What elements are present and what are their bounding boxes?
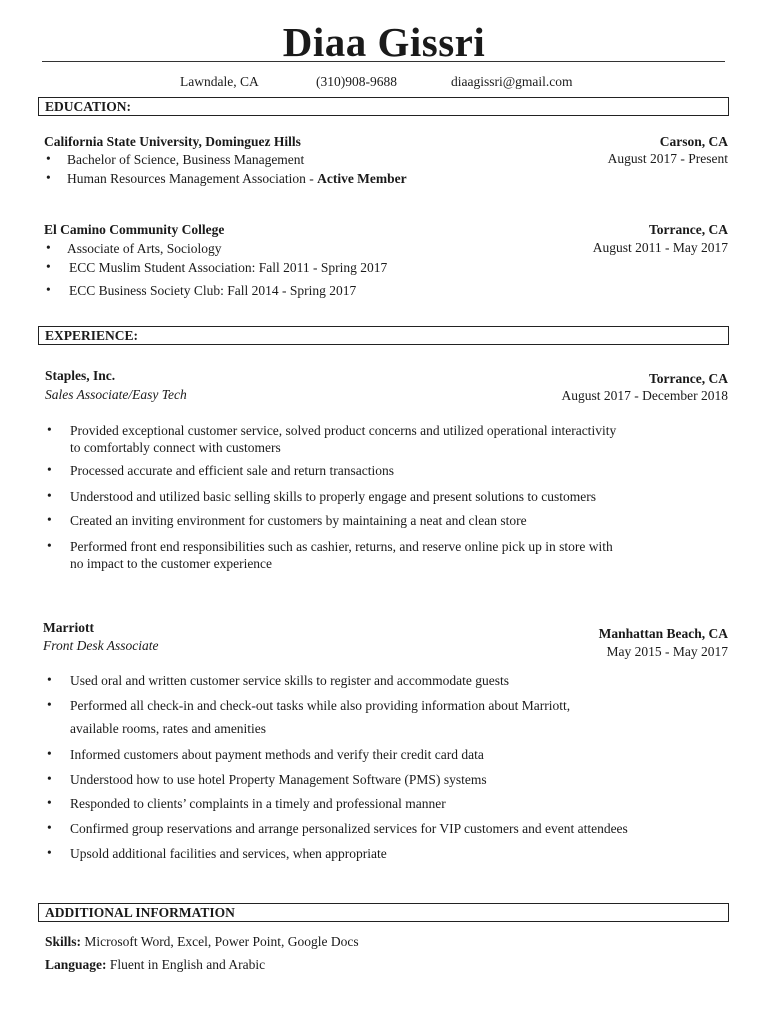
bullet-icon: • [46, 170, 51, 185]
company-name: Staples, Inc. [45, 368, 116, 383]
language-label: Language: [45, 957, 107, 972]
education-heading: EDUCATION: [45, 99, 132, 114]
bullet-line: Processed accurate and efficient sale and return transactions [70, 463, 394, 478]
job-location: Manhattan Beach, CA [598, 626, 728, 641]
bullet-icon: • [47, 462, 52, 477]
experience-section-header [38, 326, 729, 345]
bullet-icon: • [47, 697, 52, 712]
bullet-line: Understood how to use hotel Property Management Software (PMS) systems [70, 772, 487, 787]
bullet-icon: • [47, 672, 52, 687]
bullet-icon: • [47, 422, 52, 437]
bullet-line: Upsold additional facilities and services, when appropriate [70, 846, 387, 861]
bullet-text [70, 422, 616, 456]
bullet-icon: • [46, 259, 51, 274]
bullet-icon: • [47, 488, 52, 503]
bullet-line: Confirmed group reservations and arrange personalized services for VIP customers and event attendees [70, 821, 628, 836]
bullet-text [70, 488, 596, 505]
bullet-text [70, 697, 570, 737]
bullet-line: Informed customers about payment methods and verify their credit card data [70, 747, 484, 762]
job-title: Sales Associate/Easy Tech [45, 387, 187, 402]
bullet-icon: • [46, 240, 51, 255]
bullet-icon: • [47, 538, 52, 553]
bullet-text [70, 746, 484, 763]
bullet-line: Understood and utilized basic selling skills to properly engage and present solutions to customers [70, 489, 597, 504]
resume-name: Diaa Gissri [282, 19, 486, 65]
bullet-icon: • [47, 795, 52, 810]
job-dates: August 2017 - December 2018 [561, 388, 728, 403]
bullet-icon: • [47, 820, 52, 835]
bullet-bold-text: Active Member [317, 171, 407, 186]
bullet-line: available rooms, rates and amenities [70, 721, 267, 736]
bullet-text: Human Resources Management Association - [67, 171, 318, 186]
bullet-icon: • [46, 282, 51, 297]
school-location: Torrance, CA [649, 222, 728, 237]
language-line [45, 957, 265, 973]
school-name: California State University, Dominguez Hills [44, 134, 301, 149]
bullet-text [70, 845, 387, 862]
bullet-text [70, 795, 446, 812]
additional-heading: ADDITIONAL INFORMATION [45, 905, 235, 920]
job-location: Torrance, CA [649, 371, 728, 386]
bullet-text [70, 820, 628, 837]
job-title: Front Desk Associate [43, 638, 159, 653]
experience-heading: EXPERIENCE: [45, 328, 139, 343]
bullet-icon: • [47, 512, 52, 527]
bullet-line: to comfortably connect with customers [70, 440, 281, 455]
bullet-line: no impact to the customer experience [70, 556, 273, 571]
additional-section-header [38, 903, 729, 922]
bullet-line: Performed front end responsibilities such as cashier, returns, and reserve online pick up in store with [70, 539, 613, 554]
bullet-icon: • [46, 151, 51, 166]
bullet-text [70, 672, 509, 689]
company-name: Marriott [43, 620, 94, 635]
language-value: Fluent in English and Arabic [106, 957, 266, 972]
bullet-text [70, 462, 394, 479]
skills-label: Skills: [45, 934, 82, 949]
header-divider [42, 61, 725, 62]
bullet-line: Provided exceptional customer service, solved product concerns and utilized operational interactivity [70, 423, 617, 438]
bullet-icon: • [47, 845, 52, 860]
job-dates: May 2015 - May 2017 [606, 644, 728, 659]
contact-location: Lawndale, CA [180, 74, 259, 89]
bullet-icon: • [47, 746, 52, 761]
education-section-header [38, 97, 729, 116]
bullet-line: Responded to clients’ complaints in a timely and professional manner [70, 796, 446, 811]
school-dates: August 2011 - May 2017 [592, 240, 728, 255]
bullet-text [70, 538, 613, 572]
contact-email: diaagissri@gmail.com [451, 74, 573, 89]
bullet-line: Created an inviting environment for customers by maintaining a neat and clean store [70, 513, 527, 528]
bullet-text [70, 512, 527, 529]
school-location: Carson, CA [659, 134, 728, 149]
skills-line [45, 934, 359, 950]
bullet-text [70, 771, 487, 788]
bullet-icon: • [47, 771, 52, 786]
school-dates: August 2017 - Present [607, 151, 728, 166]
school-name: El Camino Community College [44, 222, 225, 237]
bullet-line: Performed all check-in and check-out tasks while also providing information about Marriott, [70, 698, 571, 713]
contact-phone: (310)908-9688 [316, 74, 397, 89]
skills-value: Microsoft Word, Excel, Power Point, Google Docs [81, 934, 359, 949]
bullet-line: Used oral and written customer service skills to register and accommodate guests [70, 673, 509, 688]
